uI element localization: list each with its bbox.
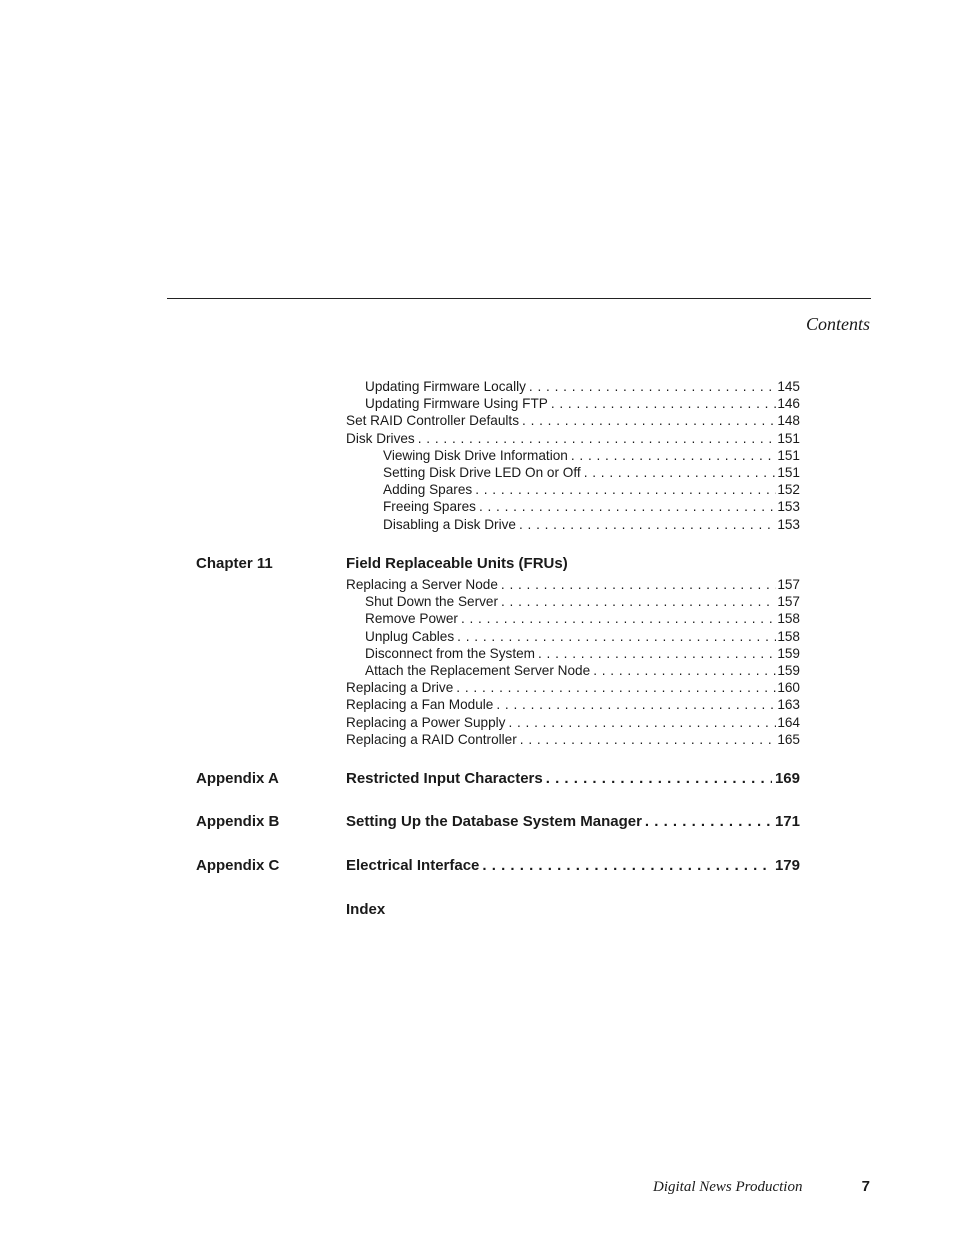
toc-entry[interactable]: Shut Down the Server . . . 157	[346, 593, 800, 610]
index-entry[interactable]: Index	[346, 901, 386, 918]
appendix-b-entry[interactable]: Setting Up the Database System Manager . . . 171	[346, 812, 800, 832]
appendix-c-entry[interactable]: Electrical Interface . . . 179	[346, 856, 800, 876]
toc-entry[interactable]: Freeing Spares . . . 153	[346, 498, 800, 515]
page-number: 7	[861, 1178, 870, 1195]
running-head: Contents	[805, 314, 870, 334]
toc-entry[interactable]: Updating Firmware Locally . . . 145	[346, 378, 800, 395]
toc-continued	[346, 378, 800, 533]
toc-entry[interactable]: Updating Firmware Using FTP . . . 146	[346, 395, 800, 412]
appendix-label: Appendix C	[196, 857, 280, 874]
appendix-a-entry[interactable]: Restricted Input Characters . . . 169	[346, 769, 800, 789]
toc-entry[interactable]: Remove Power . . . 158	[346, 610, 800, 627]
toc-entry[interactable]: Viewing Disk Drive Information . . . 151	[346, 447, 800, 464]
toc-entry[interactable]: Attach the Replacement Server Node . . . 159	[346, 662, 800, 679]
footer-book-title: Digital News Production	[653, 1179, 803, 1195]
header-rule	[167, 298, 871, 299]
toc-entry[interactable]: Replacing a Power Supply . . . 164	[346, 714, 800, 731]
toc-entry[interactable]: Replacing a Drive . . . 160	[346, 679, 800, 696]
appendix-label: Appendix B	[196, 813, 280, 830]
toc-chapter-11	[346, 576, 800, 748]
toc-entry[interactable]: Disabling a Disk Drive . . . 153	[346, 516, 800, 533]
appendix-label: Appendix A	[196, 770, 279, 787]
toc-entry[interactable]: Disconnect from the System . . . 159	[346, 645, 800, 662]
toc-entry[interactable]: Replacing a Server Node . . . 157	[346, 576, 800, 593]
toc-entry[interactable]: Disk Drives . . . 151	[346, 430, 800, 447]
toc-entry[interactable]: Set RAID Controller Defaults . . . 148	[346, 412, 800, 429]
toc-entry[interactable]: Setting Disk Drive LED On or Off . . . 151	[346, 464, 800, 481]
toc-entry[interactable]: Replacing a Fan Module . . . 163	[346, 696, 800, 713]
toc-entry[interactable]: Adding Spares . . . 152	[346, 481, 800, 498]
toc-entry[interactable]: Unplug Cables . . . 158	[346, 628, 800, 645]
chapter-label: Chapter 11	[196, 555, 273, 572]
chapter-title[interactable]: Field Replaceable Units (FRUs)	[346, 555, 568, 572]
toc-entry[interactable]: Replacing a RAID Controller . . . 165	[346, 731, 800, 748]
